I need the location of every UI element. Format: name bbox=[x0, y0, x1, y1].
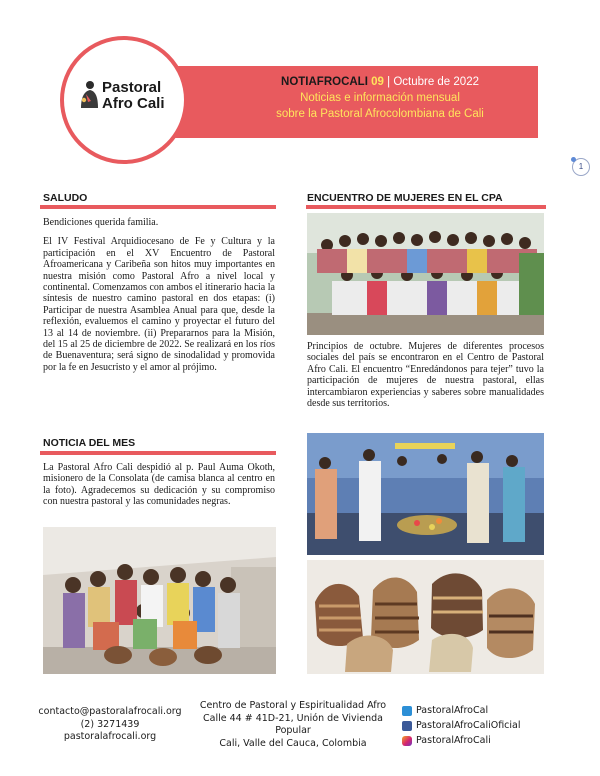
women-meeting-photo bbox=[307, 213, 544, 335]
saludo-rule bbox=[40, 205, 276, 209]
issue-separator: | bbox=[387, 76, 391, 88]
contact-phone: (2) 3271439 bbox=[80, 718, 140, 730]
twitter-handle: PastoralAfroCal bbox=[416, 704, 489, 716]
facebook-icon bbox=[402, 721, 412, 731]
logo-line-2: Afro Cali bbox=[102, 95, 165, 112]
header-text bbox=[250, 74, 510, 122]
woven-bags-photo bbox=[307, 560, 544, 674]
footer-address bbox=[188, 700, 398, 750]
footer-social bbox=[402, 703, 521, 748]
instagram-link[interactable] bbox=[402, 733, 521, 748]
noticia-body: La Pastoral Afro Cali despidió al p. Paul Auma Okoth, misionero de la Consolata (de camisa blanca al centro en la foto). Agradecemos su dedicación y su compromiso con nuestra pastoral y las comunidades negras. bbox=[43, 462, 275, 508]
saludo-title: SALUDO bbox=[43, 192, 88, 204]
encuentro-title: ENCUENTRO DE MUJERES EN EL CPA bbox=[307, 192, 503, 204]
subtitle-line-1: Noticias e información mensual bbox=[300, 92, 460, 104]
workshop-photo bbox=[307, 433, 544, 555]
praying-figure-icon bbox=[78, 80, 100, 110]
noticia-rule bbox=[40, 451, 276, 455]
address-line-2: Calle 44 # 41D-21, Unión de Vivienda Popular bbox=[203, 712, 383, 736]
newsletter-name: NOTIAFROCALI bbox=[281, 76, 368, 88]
twitter-link[interactable] bbox=[402, 703, 521, 718]
instagram-handle: PastoralAfroCali bbox=[416, 734, 491, 746]
encuentro-rule bbox=[306, 205, 546, 209]
saludo-greeting: Bendiciones querida familia. bbox=[43, 217, 159, 228]
twitter-icon bbox=[402, 706, 412, 716]
page-number-badge: 1 bbox=[572, 158, 590, 176]
subtitle-line-2: sobre la Pastoral Afrocolombiana de Cali bbox=[276, 108, 484, 120]
issue-number: 09 bbox=[371, 76, 384, 88]
saludo-paragraph: El IV Festival Arquidiocesano de Fe y Cultura y la participación en el XV Encuentro de Pastoral Afroamericana y Caribeña son hitos muy importantes en nuestra misión como Pastoral Afro a nivel local y continental. Comenzamos con ambos el itinerario hacia la síntesis de nuestro camino pastoral en dos etapas: (i) Participar de nuestra Asamblea Anual para que, desde la reflexión, evaluemos el camino y proyectar el futuro del 13 al 14 de noviembre. (ii) Prepararnos para la Misión, del 15 al 25 de diciembre de 2022. Se realizará en los ríos de Buenaventura; será signo de sinodalidad y promovida por la fe en Jesucristo y el amor al prójimo. bbox=[43, 236, 275, 373]
logo-text bbox=[102, 80, 165, 112]
issue-line bbox=[250, 74, 510, 90]
logo-line-1: Pastoral bbox=[102, 79, 162, 96]
facebook-handle: PastoralAfroCaliOficial bbox=[416, 719, 521, 731]
address-line-1: Centro de Pastoral y Espiritualidad Afro bbox=[199, 700, 387, 711]
address-line-3: Cali, Valle del Cauca, Colombia bbox=[219, 737, 367, 749]
footer-contact bbox=[30, 706, 190, 744]
issue-date: Octubre de 2022 bbox=[393, 76, 479, 88]
noticia-title: NOTICIA DEL MES bbox=[43, 437, 136, 449]
contact-email[interactable]: contacto@pastoralafrocali.org bbox=[38, 706, 182, 717]
instagram-icon bbox=[402, 736, 412, 746]
encuentro-body: Principios de octubre. Mujeres de diferentes procesos sociales del país se encontraron en el Centro de Pastoral Afro Cali. El encuentro “Enredándonos para tejer” tuvo la participación de mujeres de nuestra pastoral, ellas intercambiaron experiencias y saberes sobre manualidades desde sus territorios. bbox=[307, 341, 544, 410]
saludo-body bbox=[43, 217, 275, 381]
facebook-link[interactable] bbox=[402, 718, 521, 733]
farewell-group-photo bbox=[43, 527, 276, 674]
contact-website[interactable]: pastoralafrocali.org bbox=[63, 731, 157, 742]
